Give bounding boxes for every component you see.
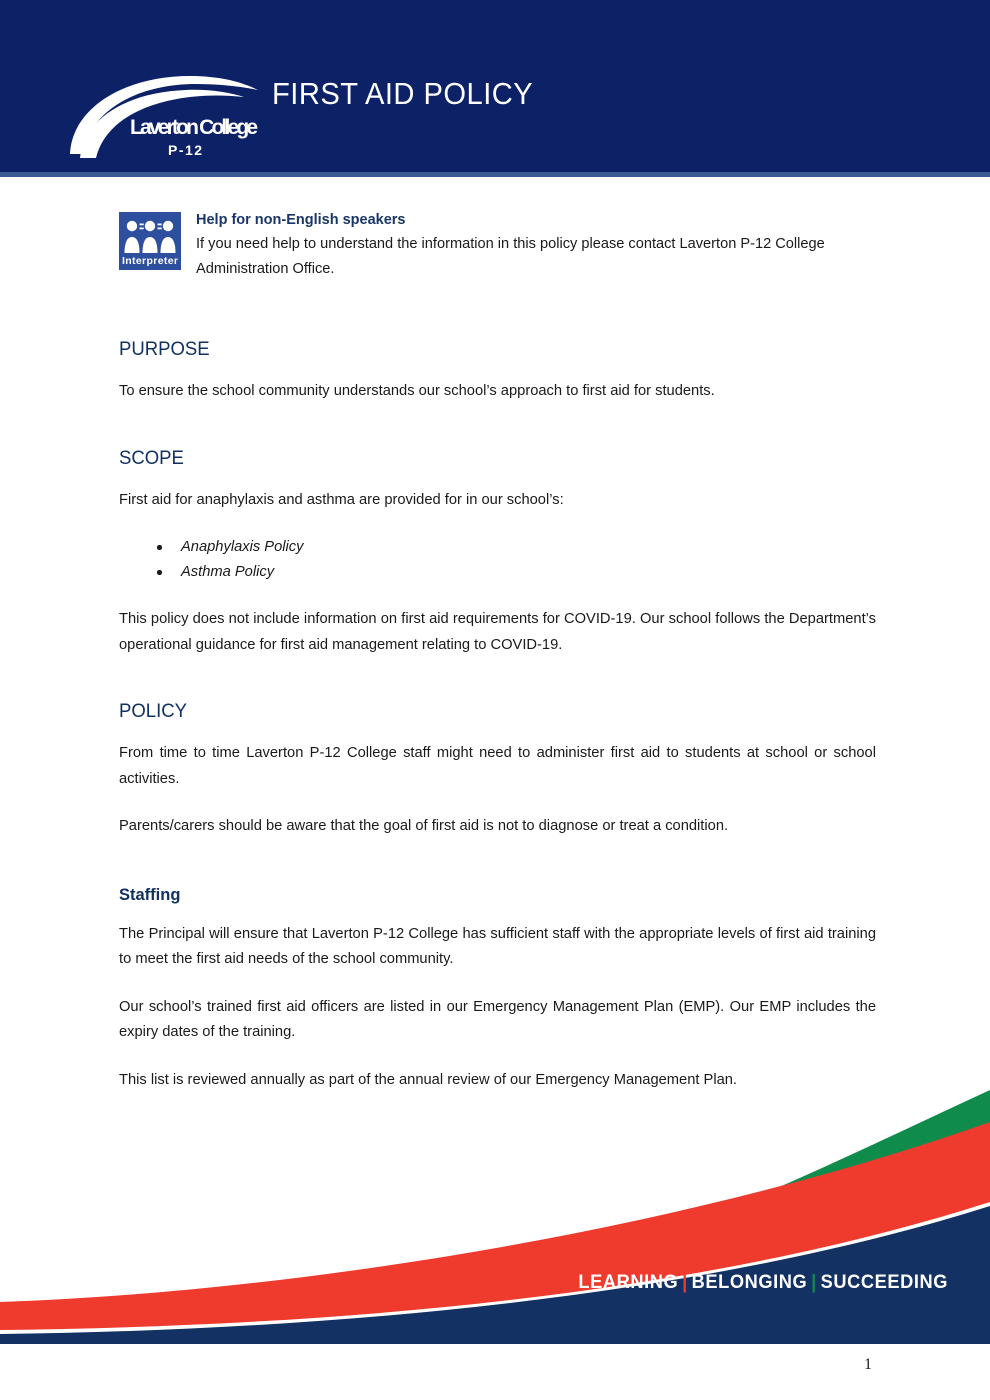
tagline-belonging: BELONGING: [691, 1272, 808, 1293]
interpreter-icon: [119, 212, 181, 270]
tagline-separator-1: |: [682, 1272, 688, 1293]
page-number: 1: [864, 1356, 872, 1373]
tagline-separator-2: |: [811, 1272, 817, 1293]
spacer: [119, 862, 876, 885]
spacer: [119, 427, 876, 447]
subsection-heading-staffing: Staffing: [119, 885, 181, 904]
staffing-paragraph-2: Our school’s trained first aid officers are listed in our Emergency Management Plan (EMP). Our EMP includes the expiry dates of the training.: [119, 998, 876, 1040]
callout-body: If you need help to understand the information in this policy please contact Laverton P-12 College Administration Office.: [196, 236, 825, 277]
policy-paragraph-1: From time to time Laverton P-12 College staff might need to administer first aid to students at school or school activities.: [119, 745, 876, 787]
school-tagline: [578, 1272, 948, 1294]
staffing-paragraph-1: The Principal will ensure that Laverton P-12 College has sufficient staff with the appropriate levels of first aid training to meet the first aid needs of the school community.: [119, 925, 876, 967]
section-heading-scope: SCOPE: [119, 446, 184, 469]
policy-paragraph-2: Parents/carers should be aware that the goal of first aid is not to diagnose or treat a condition.: [119, 818, 729, 834]
tagline-learning: LEARNING: [578, 1272, 679, 1293]
scope-policy-list: [119, 535, 876, 585]
section-heading-policy: POLICY: [119, 700, 187, 722]
school-logo: [62, 62, 270, 166]
scope-intro-paragraph: First aid for anaphylaxis and asthma are provided for in our school’s:: [119, 491, 564, 508]
header-underline-divider: [0, 172, 990, 177]
callout-title: Help for non-English speakers: [196, 212, 406, 228]
spacer: [119, 680, 876, 700]
list-item: Asthma Policy: [157, 560, 876, 585]
page-title: FIRST AID POLICY: [272, 76, 534, 111]
staffing-paragraph-3: This list is reviewed annually as part of the annual review of our Emergency Management Plan.: [119, 1071, 738, 1088]
document-body: [119, 338, 876, 1093]
purpose-paragraph: To ensure the school community understands our school’s approach to first aid for students.: [119, 383, 715, 399]
section-heading-purpose: PURPOSE: [119, 338, 210, 360]
logo-wordmark: Laverton College: [130, 116, 258, 139]
logo-subtext: P-12: [168, 142, 204, 158]
interpreter-callout: [196, 210, 876, 282]
footer-swoosh-graphic: [0, 1054, 990, 1344]
list-item: Anaphylaxis Policy: [157, 535, 876, 560]
scope-covid-paragraph: This policy does not include information on first aid requirements for COVID-19. Our school follows the Department’s operational guidance for first aid management relating to COVID-19.: [119, 611, 876, 653]
interpreter-label: Interpreter: [122, 255, 178, 267]
tagline-succeeding: SUCCEEDING: [820, 1272, 948, 1293]
